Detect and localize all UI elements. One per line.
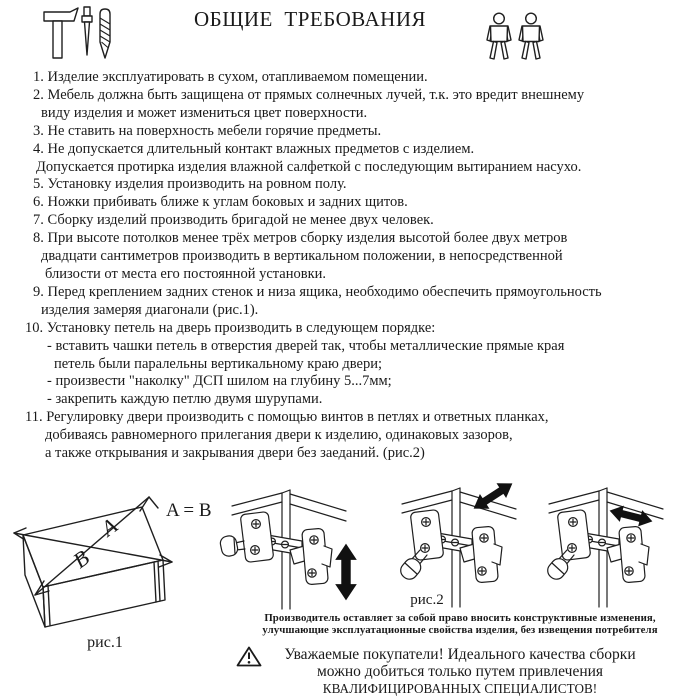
diagonal-a-label: A <box>96 512 122 542</box>
requirement-line: - закрепить каждую петлю двумя шурупами. <box>47 391 323 408</box>
horizontal-double-arrow-icon <box>608 503 655 530</box>
requirement-line: - произвести "наколку" ДСП шилом на глубину 5...7мм; <box>47 373 392 390</box>
person-icon <box>487 13 511 59</box>
requirement-line: 5. Установку изделия производить на ровном полу. <box>33 176 347 193</box>
figure1-equation: A = B <box>166 500 212 521</box>
requirement-line: изделия замеряя диагонали (рис.1). <box>41 301 259 318</box>
figure1-box-diagonals <box>8 495 218 640</box>
awl-icon <box>82 7 92 55</box>
requirement-line: близости от места его постоянной установки. <box>45 265 326 282</box>
warning-line: КВАЛИФИЦИРОВАННЫХ СПЕЦИАЛИСТОВ! <box>322 681 598 696</box>
hinge-vertical-adjust-figure <box>228 484 358 606</box>
hammer-icon <box>44 8 78 58</box>
tools-icons <box>26 6 116 62</box>
requirement-line: 1. Изделие эксплуатировать в сухом, отапливаемом помещении. <box>33 69 428 85</box>
requirement-line: 7. Сборку изделий производить бригадой не менее двух человек. <box>33 212 434 229</box>
requirement-line: 11. Регулировку двери производить с помощью винтов в петлях и ответных планках, <box>25 409 549 426</box>
requirement-line: 10. Установку петель на дверь производить в следующем порядке: <box>25 319 436 336</box>
requirement-line: Допускается протирка изделия влажной салфеткой с последующим вытиранием насухо. <box>36 158 582 175</box>
hinge-diagonal-adjust-figure <box>398 482 528 607</box>
requirement-line: добиваясь равномерного прилегания двери к изделию, одинаковых зазоров, <box>45 427 513 444</box>
hinge-horizontal-adjust-figure <box>545 482 695 607</box>
requirement-line: 6. Ножки прибивать ближе к углам боковых и задних щитов. <box>33 194 408 211</box>
disclaimer-line: Производитель оставляет за собой право вносить конструктивные изменения, <box>264 612 656 624</box>
diagonal-b-label: B <box>68 544 94 574</box>
manufacturer-disclaimer <box>250 613 670 637</box>
drill-bit-icon <box>100 9 110 58</box>
requirement-line: виду изделия и может измениться цвет поверхности. <box>41 104 368 121</box>
requirement-line: двадцати сантиметров производить в вертикальном положении, в непосредственной <box>41 248 563 265</box>
warning-line: можно добиться только путем привлечения <box>316 662 604 680</box>
figure1-caption: рис.1 <box>87 634 123 651</box>
requirement-line: 9. Перед креплением задних стенок и низа ящика, необходимо обеспечить прямоугольность <box>33 283 602 300</box>
requirements-list <box>0 69 700 463</box>
requirement-line: - вставить чашки петель в отверстия дверей так, чтобы металлические прямые края <box>47 337 565 354</box>
requirement-line: 3. Не ставить на поверхность мебели горячие предметы. <box>33 122 382 139</box>
warning-line: Уважаемые покупатели! Идеального качества сборки <box>284 646 636 663</box>
customer-warning <box>245 646 675 696</box>
figure2-caption: рис.2 <box>410 592 444 608</box>
requirement-line: петель были паралельны вертикальному краю двери; <box>54 355 383 372</box>
requirement-line: 2. Мебель должна быть защищена от прямых солнечных лучей, т.к. это вредит внешнему <box>33 86 585 103</box>
diagonal-double-arrow-icon <box>469 476 517 516</box>
person-icon <box>519 13 543 59</box>
page-title: ОБЩИЕ ТРЕБОВАНИЯ <box>193 7 426 31</box>
vertical-double-arrow-icon <box>335 544 357 601</box>
requirement-line: 4. Не допускается длительный контакт влажных предметов с изделием. <box>33 140 475 157</box>
two-people-icon <box>486 13 548 61</box>
requirement-line: а также открывания и закрывания двери без заеданий. (рис.2) <box>45 445 425 462</box>
disclaimer-line: улучшающие эксплуатационные свойства изделия, без извещения потребителя <box>262 623 658 636</box>
requirement-line: 8. При высоте потолков менее трёх метров сборку изделия высотой более двух метров <box>33 230 568 247</box>
